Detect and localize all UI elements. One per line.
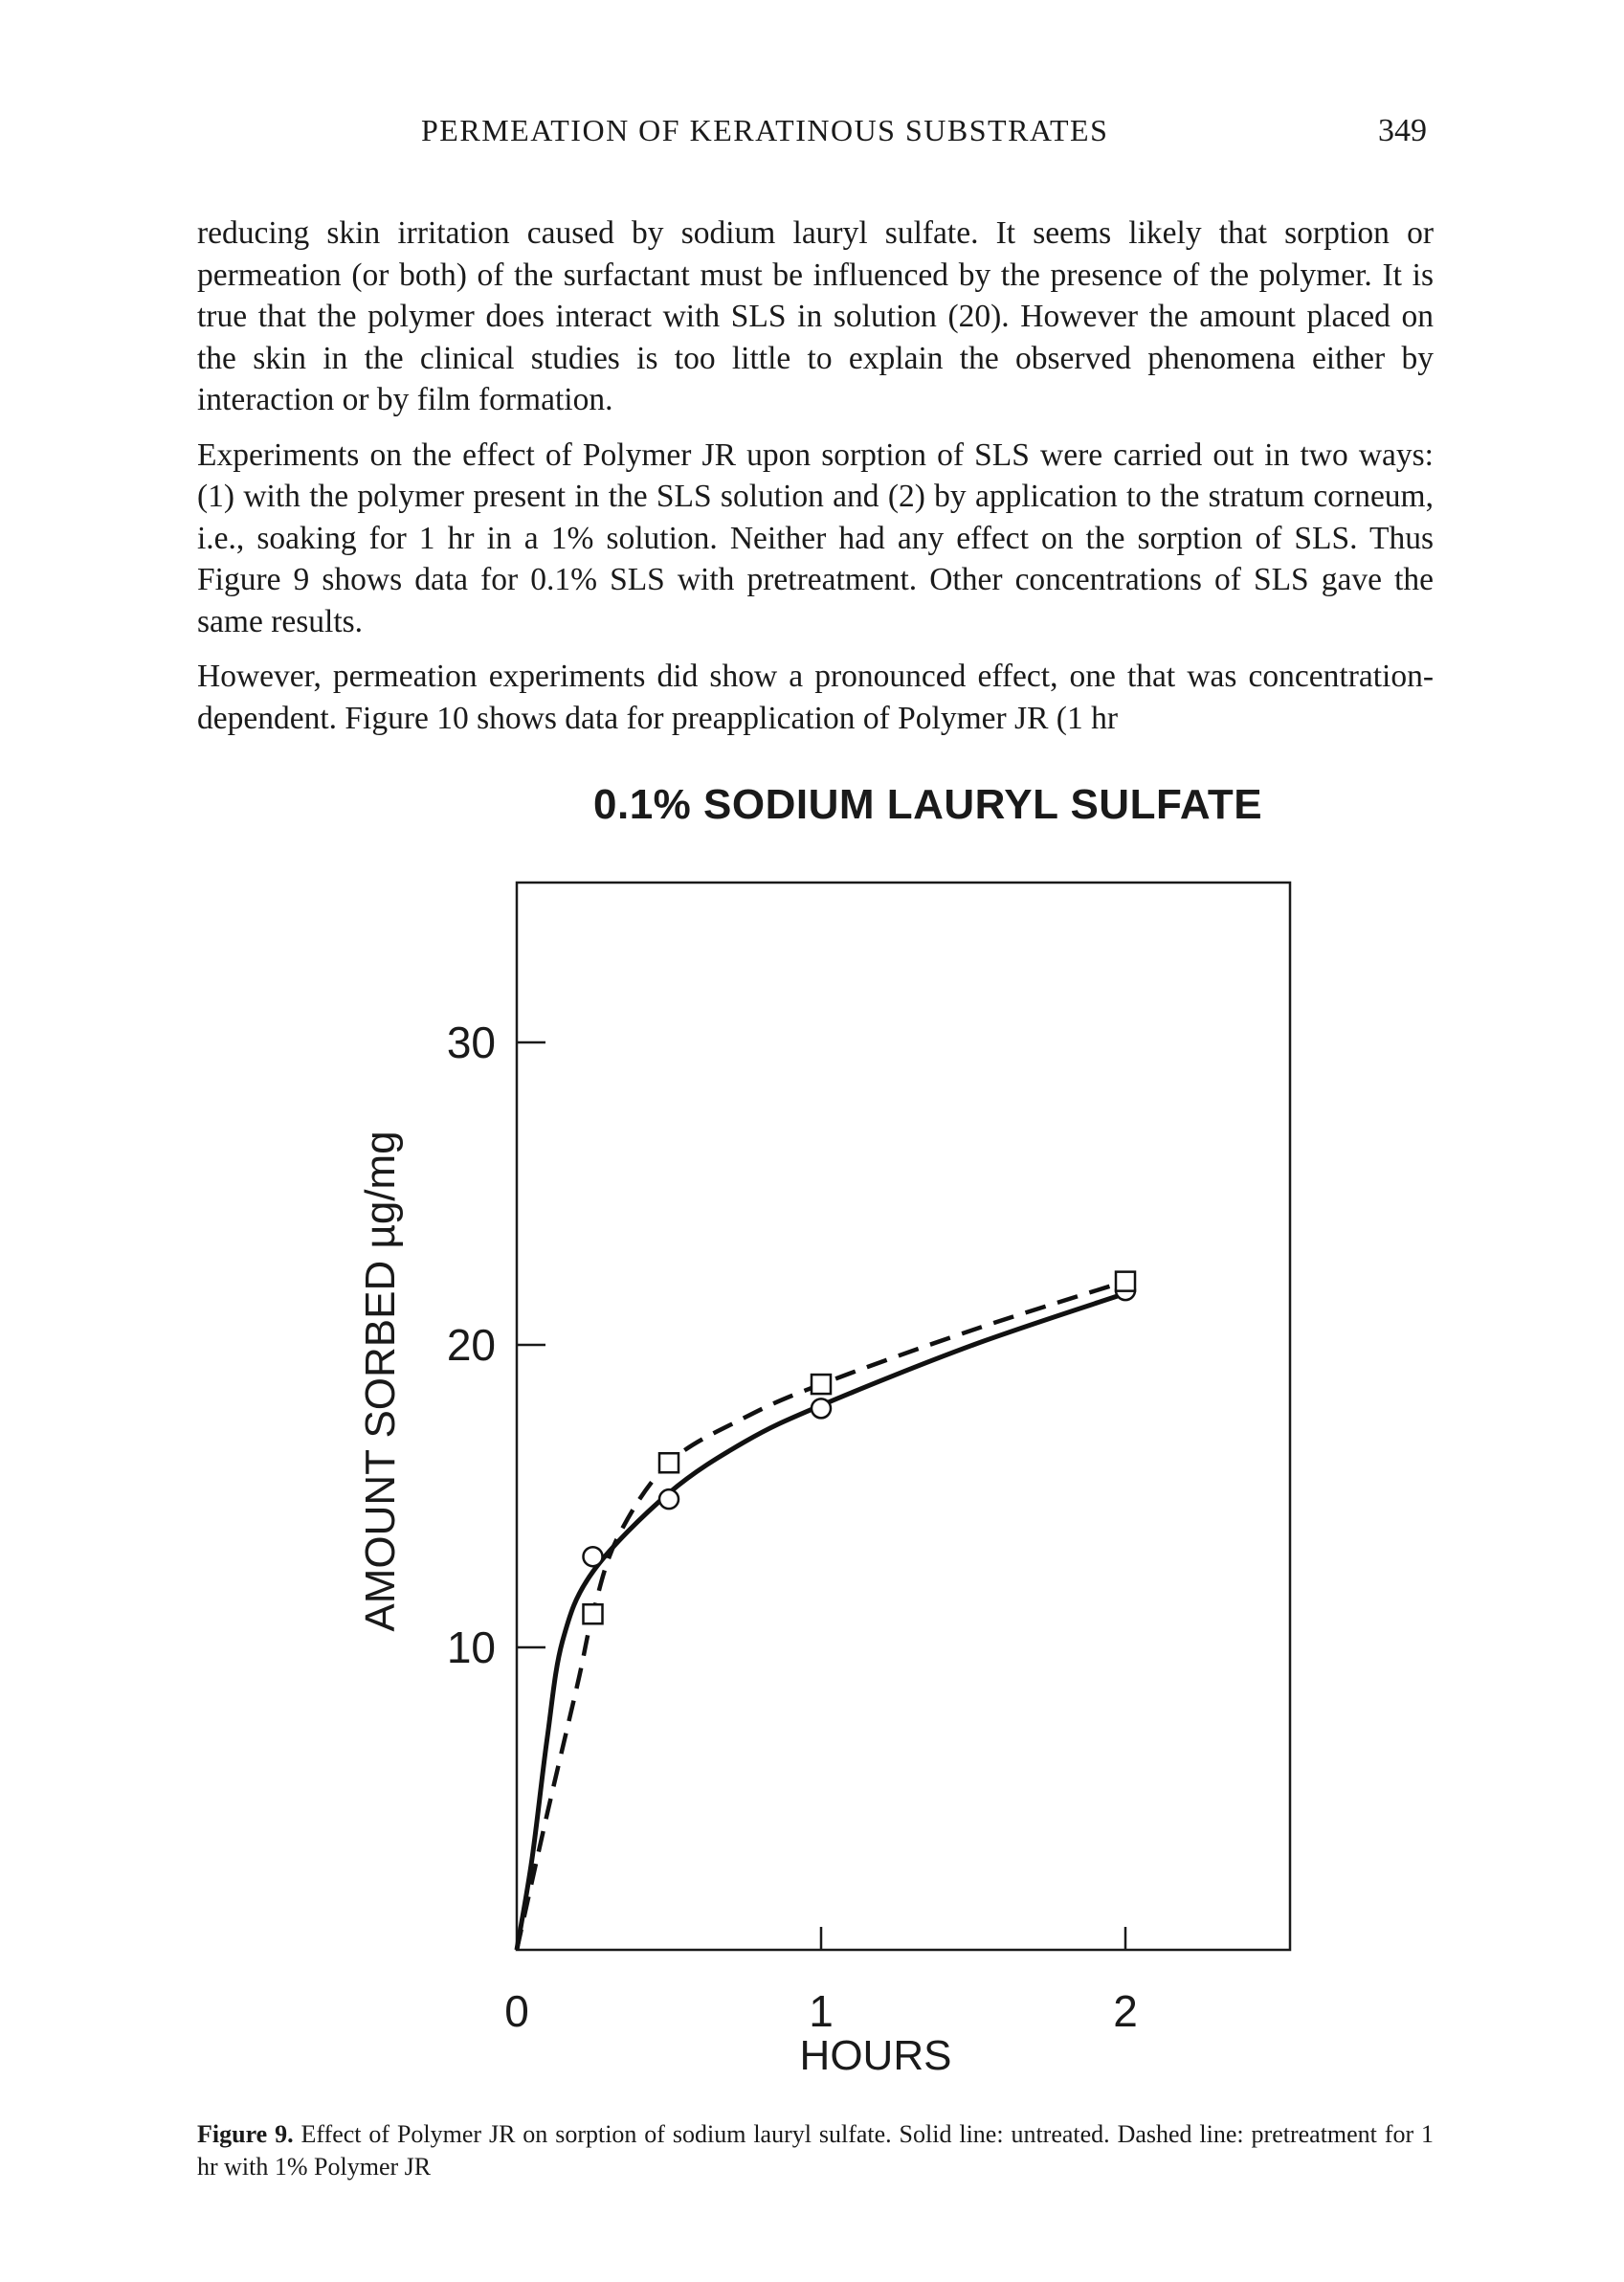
y-axis-label: AMOUNT SORBED µg/mg: [357, 1130, 404, 1632]
plot-frame: [517, 883, 1290, 1950]
caption-label: Figure 9.: [197, 2120, 294, 2148]
series-line-dashed: [517, 1282, 1125, 1950]
data-point-circle: [659, 1489, 679, 1509]
data-point-square: [812, 1375, 831, 1394]
x-tick-label: 0: [504, 1986, 529, 2036]
x-axis-label: HOURS: [799, 2032, 952, 2079]
data-point-square: [1116, 1272, 1135, 1291]
series-line-solid: [517, 1293, 1125, 1950]
page-number: 349: [1378, 113, 1427, 148]
paragraph-2: Experiments on the effect of Polymer JR upon sorption of SLS were carried out in two ways: (1) with the polymer present in the SLS solution and (2) by application to the stratum corneum, i.e., soaking for 1 hr in a 1% solution. Neither had any effect on the sorption of SLS. Thus Figure 9 shows data for 0.1% SLS with pretreatment. Other concentrations of SLS gave the same results.: [197, 436, 1434, 639]
y-tick-label: 30: [446, 1018, 496, 1067]
y-tick-label: 20: [446, 1320, 496, 1370]
y-tick-label: 10: [446, 1622, 496, 1672]
running-head: PERMEATION OF KERATINOUS SUBSTRATES: [421, 113, 1109, 147]
data-point-square: [659, 1453, 679, 1472]
data-point-circle: [1116, 1281, 1135, 1300]
paragraph-3: However, permeation experiments did show a pronounced effect, one that was concentration-dependent. Figure 10 shows data for preapplication of Polymer JR (1 hr: [197, 659, 1434, 736]
paragraph-1: reducing skin irritation caused by sodium lauryl sulfate. It seems likely that sorption or permeation (or both) of the surfactant must be influenced by the presence of the polymer. It is true that the polymer does interact with SLS in solution (20). However the amount placed on the skin in the clinical studies is too little to explain the observed phenomena either by interaction or by film formation.: [197, 215, 1434, 417]
data-point-circle: [812, 1398, 831, 1418]
figure-caption: [197, 2118, 1434, 2183]
data-point-square: [584, 1604, 603, 1623]
caption-text: Effect of Polymer JR on sorption of sodium lauryl sulfate. Solid line: untreated. Dashed line: pretreatment for 1 hr with 1% Polymer JR: [197, 2120, 1435, 2181]
chart-title: 0.1% SODIUM LAURYL SULFATE: [593, 781, 1263, 828]
data-point-circle: [584, 1547, 603, 1566]
x-tick-label: 2: [1113, 1986, 1138, 2036]
x-tick-label: 1: [809, 1986, 834, 2036]
body-text: [197, 213, 1434, 752]
